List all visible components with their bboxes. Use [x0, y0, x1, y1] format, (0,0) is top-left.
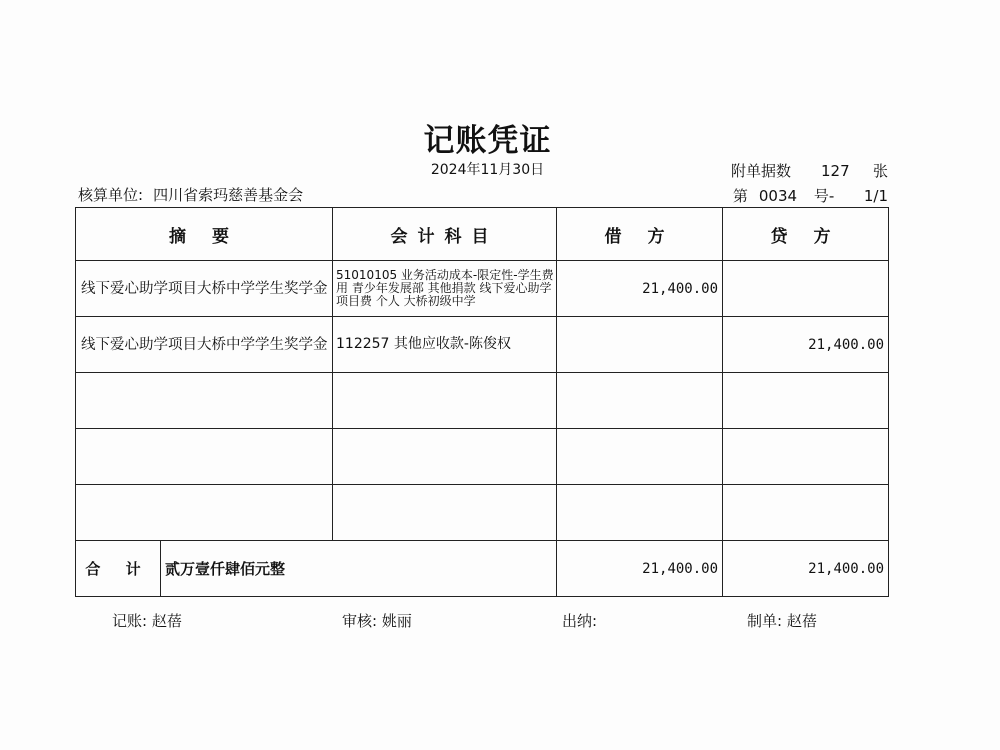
- row-summary: [76, 373, 333, 429]
- total-debit: 21,400.00: [557, 541, 723, 597]
- row-credit: [723, 485, 889, 541]
- attachment-unit: 张: [872, 162, 888, 180]
- attachment-count: [731, 160, 888, 181]
- voucher-title: 记账凭证: [423, 123, 552, 159]
- row-summary: 线下爱心助学项目大桥中学学生奖学金: [76, 261, 333, 317]
- row-summary: [76, 429, 333, 485]
- table-row: [76, 429, 889, 485]
- voucher-number-value: 0034: [758, 187, 798, 205]
- voucher-number: [733, 185, 888, 206]
- table-row: [76, 373, 889, 429]
- row-debit: [557, 373, 723, 429]
- row-credit: [723, 429, 889, 485]
- table-header-row: [76, 208, 889, 261]
- attachment-number: 127: [820, 162, 850, 180]
- reviewer-signature: 审核: 姚丽: [342, 612, 412, 630]
- row-debit: [557, 317, 723, 373]
- row-debit: 21,400.00: [557, 261, 723, 317]
- total-label: 合 计: [76, 541, 161, 597]
- total-credit: 21,400.00: [723, 541, 889, 597]
- bookkeeper-signature: 记账: 赵蓓: [112, 612, 182, 630]
- row-credit: [723, 261, 889, 317]
- voucher-number-prefix: 第: [732, 187, 748, 205]
- header-account: 会计科目: [333, 208, 557, 261]
- header-credit: 贷 方: [723, 208, 889, 261]
- total-row: [76, 541, 889, 597]
- row-credit: 21,400.00: [723, 317, 889, 373]
- attachment-label: 附单据数: [730, 162, 791, 180]
- row-account: 51010105 业务活动成本-限定性-学生费用 青少年发展部 其他捐款 线下爱心助学 项目费 个人 大桥初级中学: [333, 261, 557, 317]
- table-row: [76, 485, 889, 541]
- table-row: [76, 317, 889, 373]
- row-account: [333, 485, 557, 541]
- row-summary: [76, 485, 333, 541]
- row-debit: [557, 485, 723, 541]
- row-credit: [723, 373, 889, 429]
- header-summary: 摘 要: [76, 208, 333, 261]
- voucher-table: [75, 207, 889, 597]
- table-row: [76, 261, 889, 317]
- total-amount-words: 贰万壹仟肆佰元整: [161, 541, 557, 597]
- accounting-unit: [78, 184, 303, 205]
- row-debit: [557, 429, 723, 485]
- cashier-signature: 出纳:: [562, 612, 598, 630]
- voucher-page: 1/1: [863, 187, 888, 205]
- header-debit: 借 方: [557, 208, 723, 261]
- preparer-signature: 制单: 赵蓓: [747, 612, 817, 630]
- voucher-number-suffix: 号-: [813, 187, 835, 205]
- accounting-unit-label: 核算单位:: [78, 186, 144, 204]
- row-account: 112257 其他应收款-陈俊权: [333, 317, 557, 373]
- voucher-date: 2024年11月30日: [430, 162, 545, 178]
- row-summary: 线下爱心助学项目大桥中学学生奖学金: [76, 317, 333, 373]
- row-account: [333, 373, 557, 429]
- accounting-unit-name: 四川省索玛慈善基金会: [153, 186, 304, 204]
- row-account: [333, 429, 557, 485]
